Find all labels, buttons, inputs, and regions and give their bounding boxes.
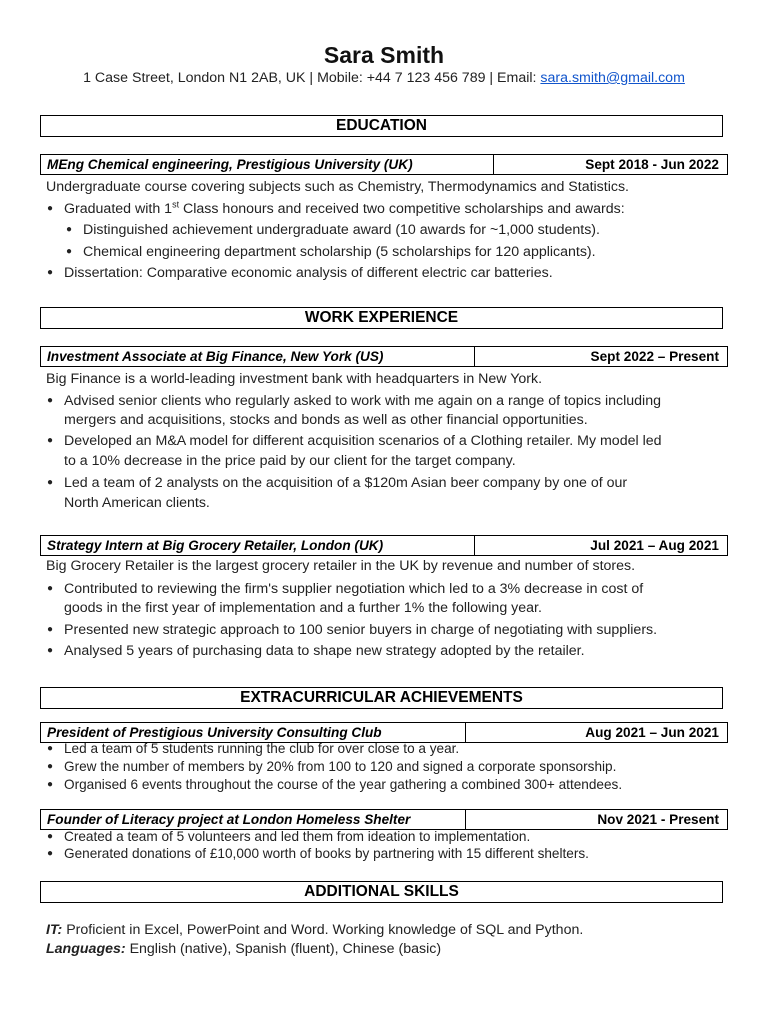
skills-heading: ADDITIONAL SKILLS [40, 881, 723, 903]
candidate-name: Sara Smith [323, 42, 445, 68]
job1-bullet-3b: North American clients. [64, 495, 210, 511]
skills-languages-label: Languages: [46, 941, 126, 957]
skills-it-line [46, 921, 583, 939]
contact-details: 1 Case Street, London N1 2AB, UK | Mobile: +44 7 123 456 789 | Email: [83, 70, 541, 86]
job1-bullet-2a: ● Developed an M&A model for different acquisition scenarios of a Clothing retailer. My model led [64, 432, 662, 450]
work-heading: WORK EXPERIENCE [40, 307, 723, 329]
club-bullet-3: ● Organised 6 events throughout the course of the year gathering a combined 300+ attendees. [64, 777, 622, 793]
club-title: President of Prestigious University Consulting Club [41, 723, 466, 742]
superscript: st [172, 199, 180, 210]
literacy-bullet-1: ● Created a team of 5 volunteers and led them from ideation to implementation. [64, 829, 530, 845]
job2-summary: Big Grocery Retailer is the largest grocery retailer in the UK by revenue and number of stores. [46, 558, 636, 574]
literacy-role-bar [40, 809, 728, 830]
job1-title: Investment Associate at Big Finance, New York (US) [41, 347, 475, 366]
job1-bullet-1b: mergers and acquisitions, stocks and bonds as well as other financial opportunities. [64, 412, 588, 428]
education-sub-bullet-scholarship: ● Chemical engineering department scholarship (5 scholarships for 120 applicants). [83, 243, 596, 261]
education-title: MEng Chemical engineering, Prestigious University (UK) [41, 155, 494, 174]
education-bullet-honours [64, 200, 625, 218]
education-dates: Sept 2018 - Jun 2022 [585, 157, 719, 172]
skills-it-label: IT: [46, 922, 63, 938]
bullet-text: Graduated with 1 [64, 201, 173, 217]
job2-bullet-3: ● Analysed 5 years of purchasing data to shape new strategy adopted by the retailer. [64, 642, 585, 660]
job2-bullet-1b: goods in the first year of implementation and a further 1% the following year. [64, 600, 542, 616]
club-role-bar [40, 722, 728, 743]
job2-bullet-1a: ● Contributed to reviewing the firm's supplier negotiation which led to a 3% decrease in cost of [64, 580, 643, 598]
literacy-title: Founder of Literacy project at London Homeless Shelter [41, 810, 466, 829]
job1-role-bar [40, 346, 728, 367]
education-role-bar [40, 154, 728, 175]
skills-languages-text: English (native), Spanish (fluent), Chinese (basic) [125, 941, 442, 957]
education-heading: EDUCATION [40, 115, 723, 137]
job1-summary: Big Finance is a world-leading investment bank with headquarters in New York. [46, 371, 543, 387]
education-bullet-dissertation: ● Dissertation: Comparative economic analysis of different electric car batteries. [64, 264, 553, 282]
extracurricular-heading: EXTRACURRICULAR ACHIEVEMENTS [40, 687, 723, 709]
club-dates: Aug 2021 – Jun 2021 [585, 725, 719, 740]
education-summary: Undergraduate course covering subjects such as Chemistry, Thermodynamics and Statistics. [46, 179, 629, 195]
club-bullet-1: ● Led a team of 5 students running the club for over close to a year. [64, 741, 459, 757]
job1-bullet-3a: ● Led a team of 2 analysts on the acquisition of a $120m Asian beer company by one of our [64, 474, 627, 492]
contact-line [0, 70, 768, 86]
job1-bullet-2b: to a 10% decrease in the price paid by our client for the target company. [64, 453, 516, 469]
literacy-dates: Nov 2021 - Present [597, 812, 719, 827]
email-link[interactable]: sara.smith@gmail.com [540, 70, 685, 86]
job1-bullet-1a: ● Advised senior clients who regularly asked to work with me again on a range of topics including [64, 392, 661, 410]
club-bullet-2: ● Grew the number of members by 20% from 100 to 120 and signed a corporate sponsorship. [64, 759, 616, 775]
bullet-text: Class honours and received two competitive scholarships and awards: [179, 201, 625, 217]
job2-dates: Jul 2021 – Aug 2021 [590, 538, 719, 553]
skills-languages-line [46, 940, 441, 958]
skills-it-text: Proficient in Excel, PowerPoint and Word. Working knowledge of SQL and Python. [62, 922, 584, 938]
literacy-bullet-2: ● Generated donations of £10,000 worth of books by partnering with 15 different shelters. [64, 846, 589, 862]
job1-dates: Sept 2022 – Present [590, 349, 719, 364]
job2-role-bar [40, 535, 728, 556]
job2-bullet-2: ● Presented new strategic approach to 100 senior buyers in charge of negotiating with suppliers. [64, 621, 657, 639]
job2-title: Strategy Intern at Big Grocery Retailer, London (UK) [41, 536, 475, 555]
education-sub-bullet-award: ● Distinguished achievement undergraduate award (10 awards for ~1,000 students). [83, 221, 600, 239]
